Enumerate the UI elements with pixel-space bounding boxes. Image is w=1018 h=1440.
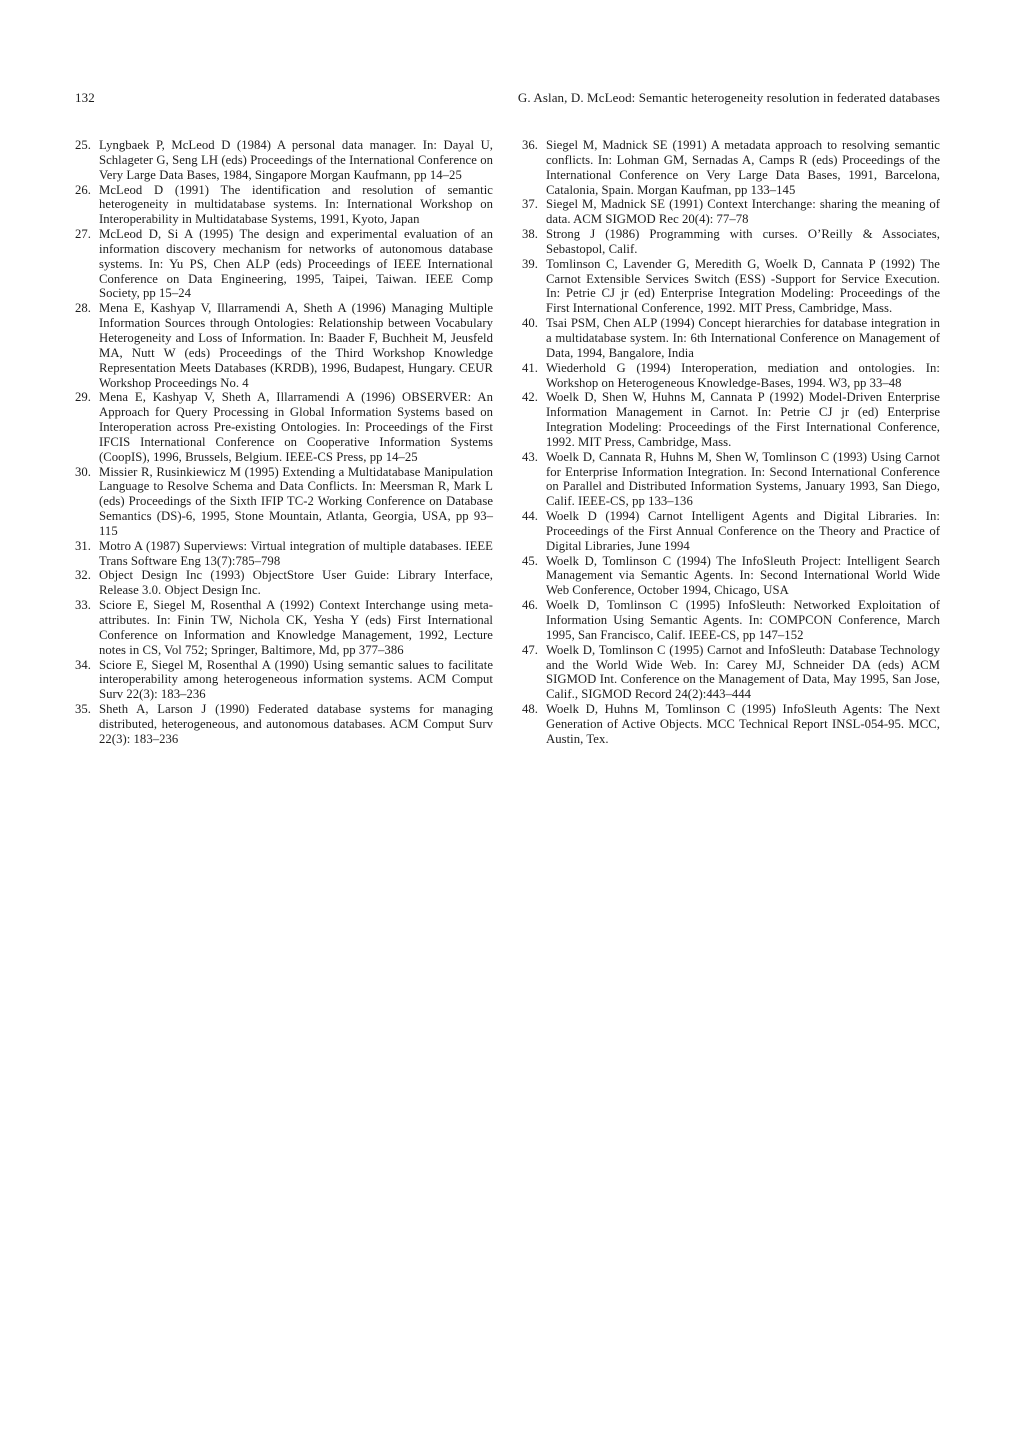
reference-number: 36. [522, 138, 539, 152]
reference-text: Tsai PSM, Chen ALP (1994) Concept hierarchies for database integration in a multidatabase system. In: 6th International Conference on Management of Data, 1994, Bangalore, India [546, 316, 940, 360]
reference-text: Woelk D, Huhns M, Tomlinson C (1995) InfoSleuth Agents: The Next Generation of Active Objects. MCC Technical Report INSL-054-95. MCC, Austin, Tex. [546, 702, 940, 746]
page-number: 132 [75, 90, 95, 105]
reference-number: 28. [75, 301, 92, 316]
reference-item [522, 643, 940, 702]
left-column [75, 138, 493, 747]
reference-text: Woelk D, Shen W, Huhns M, Cannata P (1992) Model-Driven Enterprise Information Management in Carnot. In: Petrie CJ jr (ed) Enterprise Integration Modeling: Proceedings of the First International Conference, 1992. MIT Press, Cambridge, Mass. [546, 390, 940, 449]
reference-text: Strong J (1986) Programming with curses. O’Reilly & Associates, Sebastopol, Calif. [546, 227, 940, 256]
reference-item [522, 702, 940, 747]
reference-item [522, 257, 940, 316]
reference-text: Lyngbaek P, McLeod D (1984) A personal data manager. In: Dayal U, Schlageter G, Seng LH (eds) Proceedings of the International Conference on Very Large Data Bases, 1984, Singapore Morgan Kaufmann, pp 14–25 [99, 138, 493, 182]
reference-item [522, 509, 940, 554]
reference-item [75, 301, 493, 390]
reference-text: McLeod D, Si A (1995) The design and experimental evaluation of an information discovery mechanism for networks of autonomous database systems. In: Yu PS, Chen ALP (eds) Proceedings of IEEE International Conference on Data Engineering, 1995, Taipei, Taiwan. IEEE Comp Society, pp 15–24 [99, 227, 493, 301]
reference-number: 37. [522, 197, 539, 212]
running-title: G. Aslan, D. McLeod: Semantic heterogeneity resolution in federated databases [517, 90, 940, 105]
reference-item [522, 361, 940, 391]
reference-text: Woelk D, Tomlinson C (1994) The InfoSleuth Project: Intelligent Search Management via Semantic Agents. In: Second International World Wide Web Conference, October 1994, Chicago, USA [546, 553, 940, 598]
reference-text: Tomlinson C, Lavender G, Meredith G, Woelk D, Cannata P (1992) The Carnot Extensible Services Switch (ESS) -Support for Service Execution. In: Petrie CJ jr (ed) Enterprise Integration Modeling: Proceedings of the First International Conference, 1992. MIT Press, Cambridge, Mass. [546, 256, 940, 316]
reference-number: 42. [522, 390, 539, 405]
running-head [75, 90, 940, 106]
reference-number: 38. [522, 227, 539, 242]
reference-text: Sheth A, Larson J (1990) Federated database systems for managing distributed, heterogeneous, and autonomous databases. ACM Comput Surv 22(3): 183–236 [99, 702, 493, 746]
reference-number: 44. [522, 509, 539, 524]
reference-number: 32. [75, 568, 92, 583]
reference-number: 33. [75, 598, 92, 613]
reference-number: 29. [75, 390, 92, 405]
reference-item [75, 183, 493, 228]
reference-text: Siegel M, Madnick SE (1991) A metadata approach to resolving semantic conflicts. In: Lohman GM, Sernadas A, Camps R (eds) Proceedings of the International Conference on Very Large Data Bases, 1991, Barcelona, Catalonia, Spain. Morgan Kaufman, pp 133–145 [546, 138, 940, 197]
reference-number: 26. [75, 182, 92, 197]
reference-number: 43. [522, 449, 539, 464]
reference-item [75, 658, 493, 703]
reference-item [75, 138, 493, 183]
reference-text: McLeod D (1991) The identification and resolution of semantic heterogeneity in multidatabase systems. In: International Workshop on Interoperability in Multidatabase Systems, 1991, Kyoto, Japan [99, 182, 493, 227]
reference-item [522, 197, 940, 227]
reference-item [522, 227, 940, 257]
reference-number: 30. [75, 464, 92, 479]
reference-list-left [75, 138, 493, 747]
reference-text: Sciore E, Siegel M, Rosenthal A (1992) Context Interchange using meta-attributes. In: Finin TW, Nichola CK, Yesha Y (eds) First International Conference on Information and Knowledge Management, 1992, Lecture notes in CS, Vol 752; Springer, Baltimore, Md, pp 377–386 [99, 598, 493, 657]
reference-item [75, 598, 493, 657]
reference-item [75, 702, 493, 747]
reference-number: 48. [522, 702, 539, 717]
reference-text: Mena E, Kashyap V, Illarramendi A, Sheth A (1996) Managing Multiple Information Sources through Ontologies: Relationship between Vocabulary Heterogeneity and Loss of Information. In: Baader F, Buchheit M, Jeusfeld MA, Nutt W (eds) Proceedings of the Third Workshop Knowledge Representation Meets Databases (KRDB), 1996, Budapest, Hungary. CEUR Workshop Proceedings No. 4 [99, 301, 493, 390]
reference-item [522, 450, 940, 509]
reference-number: 40. [522, 316, 539, 331]
reference-text: Missier R, Rusinkiewicz M (1995) Extending a Multidatabase Manipulation Language to Resolve Schema and Data Conflicts. In: Meersman R, Mark L (eds) Proceedings of the Sixth IFIP TC-2 Working Conference on Database Semantics (DS)-6, 1995, Stone Mountain, Atlanta, Georgia, USA, pp 93–115 [99, 464, 493, 538]
reference-text: Siegel M, Madnick SE (1991) Context Interchange: sharing the meaning of data. ACM SIGMOD Rec 20(4): 77–78 [546, 197, 940, 227]
reference-text: Woelk D, Tomlinson C (1995) InfoSleuth: Networked Exploitation of Information Using Semantic Agents. In: COMPCON Conference, March 1995, San Francisco, Calif. IEEE-CS, pp 147–152 [546, 598, 940, 642]
reference-text: Woelk D (1994) Carnot Intelligent Agents and Digital Libraries. In: Proceedings of the First Annual Conference on the Theory and Practice of Digital Libraries, June 1994 [546, 509, 940, 553]
reference-number: 46. [522, 598, 539, 613]
reference-text: Motro A (1987) Superviews: Virtual integration of multiple databases. IEEE Trans Software Eng 13(7):785–798 [99, 538, 493, 568]
reference-number: 45. [522, 553, 539, 568]
reference-list-right [522, 138, 940, 747]
reference-columns [75, 138, 940, 747]
reference-number: 25. [75, 138, 92, 152]
reference-item [522, 316, 940, 361]
reference-item [75, 227, 493, 301]
reference-item [75, 568, 493, 598]
reference-item [75, 465, 493, 539]
reference-item [522, 598, 940, 643]
reference-item [522, 390, 940, 449]
right-column [522, 138, 940, 747]
reference-text: Woelk D, Tomlinson C (1995) Carnot and InfoSleuth: Database Technology and the World Wide Web. In: Carey MJ, Schneider DA (eds) ACM SIGMOD Int. Conference on the Management of Data, May 1995, San Jose, Calif., SIGMOD Record 24(2):443–444 [546, 642, 940, 702]
reference-item [75, 539, 493, 569]
reference-text: Wiederhold G (1994) Interoperation, mediation and ontologies. In: Workshop on Heterogeneous Knowledge-Bases, 1994. W3, pp 33–48 [546, 360, 940, 390]
reference-number: 31. [75, 538, 92, 553]
reference-item [75, 390, 493, 464]
reference-number: 47. [522, 642, 539, 657]
reference-item [522, 554, 940, 599]
reference-number: 34. [75, 657, 92, 672]
reference-number: 27. [75, 227, 92, 242]
reference-text: Object Design Inc (1993) ObjectStore User Guide: Library Interface, Release 3.0. Object Design Inc. [99, 568, 493, 598]
reference-item [522, 138, 940, 197]
reference-text: Woelk D, Cannata R, Huhns M, Shen W, Tomlinson C (1993) Using Carnot for Enterprise Information Integration. In: Second International Conference on Parallel and Distributed Information Systems, January 1993, San Diego, Calif. IEEE-CS, pp 133–136 [546, 449, 940, 509]
reference-text: Mena E, Kashyap V, Sheth A, Illarramendi A (1996) OBSERVER: An Approach for Query Processing in Global Information Systems based on Interoperation across Pre-existing Ontologies. In: Proceedings of the First IFCIS International Conference on Cooperative Information Systems (CoopIS), 1996, Brussels, Belgium. IEEE-CS Press, pp 14–25 [99, 390, 493, 464]
reference-number: 39. [522, 256, 539, 271]
reference-number: 35. [75, 702, 92, 717]
reference-text: Sciore E, Siegel M, Rosenthal A (1990) Using semantic salues to facilitate interoperability among heterogeneous information systems. ACM Comput Surv 22(3): 183–236 [99, 657, 493, 702]
reference-number: 41. [522, 360, 539, 375]
